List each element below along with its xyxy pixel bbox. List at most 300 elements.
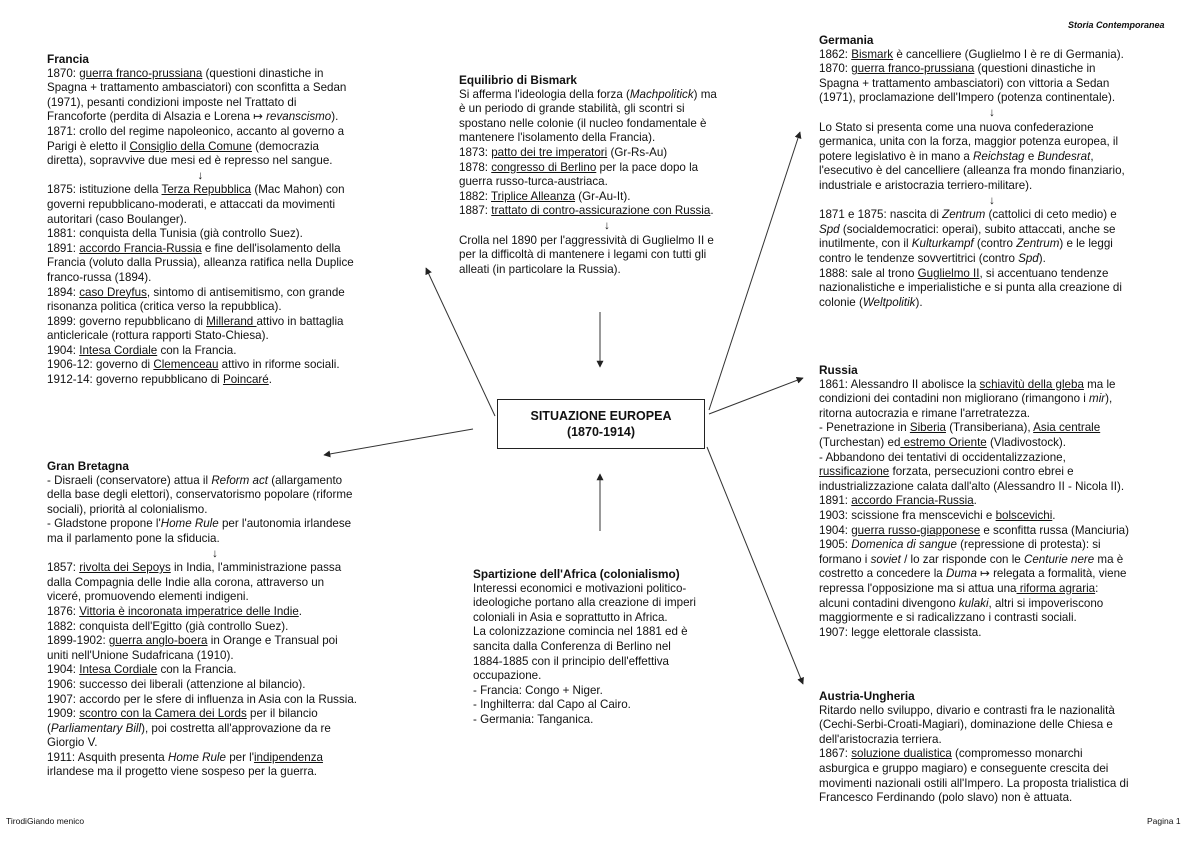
text-fragment: e fine dell'isolamento della [201, 241, 341, 255]
text-fragment: 1904: [47, 343, 80, 357]
text-fragment: 1873: [459, 145, 492, 159]
text-fragment: (Turchestan) ed [819, 435, 901, 449]
text-fragment: . [1052, 508, 1056, 522]
text-line [47, 649, 383, 664]
text-fragment: - Disraeli (conservatore) attua il [47, 473, 212, 487]
italic-term: Parliamentary Bill [50, 721, 142, 735]
underlined-term: congresso di Berlino [491, 160, 597, 174]
text-line [47, 765, 383, 780]
text-line [819, 237, 1165, 252]
text-line [819, 281, 1165, 296]
text-line [473, 625, 696, 640]
text-line [819, 762, 1129, 777]
text-line [819, 791, 1129, 806]
text-fragment: (cattolici di ceto medio) e [985, 208, 1117, 222]
underlined-term: Clemenceau [153, 358, 219, 372]
underlined-term: Triplice Alleanza [491, 189, 576, 203]
text-fragment: in Orange e Transual poi [207, 634, 338, 648]
text-fragment: 1904: [819, 523, 852, 537]
section-title: Russia [819, 363, 858, 377]
text-line [473, 596, 696, 611]
underlined-term: Bismark [851, 47, 894, 61]
underlined-term: soluzione dualistica [851, 747, 952, 761]
text-fragment: 1904: [47, 663, 80, 677]
down-arrow-icon: ↓ [604, 218, 610, 232]
underlined-term: guerra franco-prussiana [851, 62, 975, 76]
text-line [819, 194, 1165, 209]
text-fragment: 1912-14: governo repubblicano di [47, 373, 223, 387]
text-line [819, 626, 1129, 641]
text-line [819, 407, 1129, 422]
text-line [473, 684, 696, 699]
text-fragment: germanica, unita con la forza, maggior potenza europea, il [819, 135, 1119, 149]
text-fragment: . [298, 604, 303, 618]
italic-term: Home Rule [167, 750, 226, 764]
underlined-term: guerra russo-giapponese [851, 523, 981, 537]
underlined-term: Poincaré [222, 373, 269, 387]
text-line [819, 392, 1129, 407]
text-fragment: 1887: [459, 204, 492, 218]
text-fragment: ma è [1094, 552, 1124, 566]
text-fragment: forzata, persecuzioni contro ebrei e [889, 465, 1074, 479]
footer-author: TirodiGiando menico [6, 816, 85, 826]
italic-term: Home Rule [160, 517, 219, 531]
text-line [47, 736, 383, 751]
text-line [47, 256, 354, 271]
section-body [47, 67, 354, 388]
text-line [819, 296, 1165, 311]
central-topic-period: (1870-1914) [566, 425, 636, 439]
text-fragment: 1905: [819, 538, 852, 552]
text-line [459, 175, 755, 190]
text-line [47, 590, 383, 605]
text-fragment: per l'autonomia irlandese [218, 517, 352, 531]
text-fragment: ( [47, 721, 51, 735]
text-line [47, 329, 354, 344]
italic-term: Domenica di sangue [851, 538, 957, 552]
underlined-term: scontro con la Camera dei Lords [79, 707, 247, 721]
text-fragment: 1862: [819, 47, 852, 61]
underlined-term: caso Dreyfus [79, 285, 147, 299]
section-title: Austria-Ungheria [819, 689, 915, 703]
text-line [459, 117, 755, 132]
text-fragment: occupazione. [473, 669, 542, 683]
text-line [473, 611, 696, 626]
text-fragment: coloniali in Asia e soprattutto in Africa. [473, 610, 668, 624]
central-topic-title: SITUAZIONE EUROPEA [530, 409, 672, 423]
text-line [819, 451, 1129, 466]
section-body [819, 704, 1129, 806]
italic-term: kulaki [958, 596, 989, 610]
text-line [819, 150, 1165, 165]
text-fragment: ma il parlamento pone la sfiducia. [47, 531, 220, 545]
arrow-to-francia [426, 268, 495, 416]
text-fragment: attivo in battaglia [256, 314, 344, 328]
text-line [47, 605, 383, 620]
text-fragment: con la Francia. [157, 663, 237, 677]
text-line [819, 567, 1129, 582]
text-fragment: (allargamento [268, 473, 343, 487]
underlined-term: accordo Francia-Russia [79, 241, 202, 255]
text-fragment: mantenere l'isolamento della Francia). [459, 131, 656, 145]
text-fragment: condizioni dei contadini non migliorano (rimangono i [819, 392, 1090, 406]
text-fragment: risonanza politica (critica verso la repubblica). [47, 300, 282, 314]
text-fragment: sociali), priorità al colonialismo. [47, 502, 208, 516]
text-line [819, 121, 1165, 136]
text-fragment: 1911: Asquith presenta [47, 750, 168, 764]
text-line [819, 494, 1129, 509]
text-line [473, 669, 696, 684]
text-fragment: ma le [1083, 377, 1116, 391]
italic-term: Kulturkampf [911, 237, 974, 251]
text-fragment: 1906-12: governo di [47, 358, 154, 372]
text-line [819, 164, 1165, 179]
text-fragment: è un periodo di grande stabilità, gli scontri si [459, 102, 685, 116]
italic-term: revanscismo [266, 110, 332, 124]
text-fragment: ), poi costretta all'approvazione da re [141, 721, 331, 735]
underlined-term: schiavitù della gleba [979, 377, 1084, 391]
down-arrow-icon: ↓ [197, 168, 204, 182]
text-fragment: guerra russo-turca-austriaca. [459, 175, 608, 189]
section-title: Francia [47, 52, 89, 66]
text-fragment: formano i [819, 552, 871, 566]
text-fragment: diretta), sopravvive due mesi ed è represso nel sangue. [47, 154, 333, 168]
text-fragment: - Gladstone propone l' [47, 517, 161, 531]
text-fragment: industriale e aristocrazia terriero-militare). [819, 178, 1033, 192]
underlined-term: indipendenza [253, 750, 323, 764]
text-line [819, 106, 1165, 121]
text-fragment: ) ma [693, 87, 717, 101]
arrow-to-austria [707, 447, 803, 684]
text-fragment: 1899-1902: [47, 634, 109, 648]
text-fragment: (Cechi-Serbi-Croati-Magiari), dominazione delle Chiesa e [819, 718, 1113, 732]
text-line [819, 91, 1165, 106]
text-line [819, 252, 1165, 267]
text-fragment: per il bilancio [246, 707, 318, 721]
text-line [819, 465, 1129, 480]
section-title: Germania [819, 33, 874, 47]
text-fragment: potere legislativo è in mano a [819, 149, 974, 163]
text-fragment: 1907: accordo per le sfere di influenza in Asia con la Russia. [47, 692, 357, 706]
text-line [819, 62, 1165, 77]
text-fragment: 1871 e 1875: nascita di [819, 208, 943, 222]
text-line [819, 421, 1129, 436]
text-line [819, 223, 1165, 238]
text-fragment: (contro [973, 237, 1017, 251]
header-title: Storia Contemporanea [1068, 20, 1165, 30]
text-fragment: 1870: [47, 66, 80, 80]
text-line [819, 538, 1129, 553]
text-fragment: Spagna + trattamento ambasciatori) con vittoria a Sedan [819, 76, 1110, 90]
text-line [819, 378, 1129, 393]
text-fragment: ritorna autocrazia e rimane l'arretratezza. [819, 406, 1030, 420]
italic-term: soviet [870, 552, 901, 566]
section-body [473, 582, 696, 728]
section-bismark [459, 73, 755, 277]
text-fragment: ), [1105, 392, 1113, 406]
text-fragment: ) e le leggi [1059, 237, 1113, 251]
text-fragment: 1870: [819, 62, 852, 76]
underlined-term: estremo Oriente [900, 435, 987, 449]
text-fragment: (democrazia [251, 139, 319, 153]
text-line [47, 169, 354, 184]
text-line [47, 576, 383, 591]
text-fragment: irlandese ma il progetto viene sospeso per la guerra. [47, 765, 318, 779]
text-fragment: - Penetrazione in [819, 421, 910, 435]
text-fragment: Lo Stato si presenta come una nuova confederazione [819, 120, 1094, 134]
text-fragment: industrializzazione calata dall'alto (Alessandro II - Nicola II). [819, 479, 1125, 493]
text-line [47, 532, 383, 547]
text-fragment: con la Francia. [157, 343, 237, 357]
text-fragment: viceré, promuovendo elementi indigeni. [47, 590, 249, 604]
text-fragment: 1894: [47, 285, 80, 299]
text-line [459, 190, 755, 205]
text-line [819, 733, 1129, 748]
text-fragment: Crolla nel 1890 per l'aggressività di Guglielmo II e [459, 233, 714, 247]
text-fragment: 1884-1885 con il principio dell'effettiva [473, 654, 670, 668]
text-fragment: / lo zar risponde con le [900, 552, 1024, 566]
text-line [47, 286, 354, 301]
text-fragment: 1875: istituzione della [47, 183, 162, 197]
text-fragment: . [973, 494, 977, 508]
text-fragment: dalla Compagnia delle Indie alla corona, attraverso un [47, 575, 325, 589]
section-title: Spartizione dell'Africa (colonialismo) [473, 567, 680, 581]
underlined-term: rivolta dei Sepoys [79, 561, 171, 575]
section-africa [473, 567, 696, 728]
text-fragment: (Gr-Rs-Au) [607, 145, 668, 159]
text-line [47, 315, 354, 330]
text-fragment: della base degli elettori), conservatorismo popolare (riforme [47, 488, 353, 502]
text-fragment: per l' [225, 750, 254, 764]
section-body [819, 48, 1165, 311]
italic-term: Zentrum [942, 208, 986, 222]
text-line [459, 88, 755, 103]
text-line [47, 373, 354, 388]
text-fragment: Giorgio V. [47, 736, 98, 750]
underlined-term: patto dei tre imperatori [491, 145, 608, 159]
text-fragment: ). [915, 295, 923, 309]
underlined-term: Intesa Cordiale [79, 663, 158, 677]
text-fragment: 1903: scissione fra menscevichi e [819, 508, 996, 522]
text-line [459, 131, 755, 146]
text-fragment: contro le tendenze sovvertitrici (contro [819, 251, 1019, 265]
text-fragment: - Germania: Tanganica. [473, 712, 594, 726]
text-line [47, 722, 383, 737]
text-fragment: (1971), proclamazione dell'Impero (potenza continentale). [819, 91, 1116, 105]
down-arrow-icon: ↓ [989, 193, 995, 207]
text-fragment: Francoforte (perdita di Alsazia e Lorena ↦ [47, 110, 267, 124]
underlined-term: Intesa Cordiale [79, 343, 158, 357]
text-fragment: . [268, 373, 272, 387]
arrow-to-russia [709, 378, 803, 414]
underlined-term: accordo Francia-Russia [851, 494, 974, 508]
down-arrow-icon: ↓ [989, 105, 995, 119]
text-fragment: franco-russa (1894). [47, 270, 152, 284]
section-body [819, 378, 1129, 641]
text-line [819, 208, 1165, 223]
down-arrow-icon: ↓ [212, 546, 218, 560]
text-line [459, 204, 755, 219]
text-fragment: La colonizzazione comincia nel 1881 ed è [473, 625, 688, 639]
text-fragment: ). [1038, 251, 1046, 265]
text-fragment: nazionalistiche e imperialistiche e si punta alla creazione di [819, 281, 1122, 295]
text-fragment: e [1024, 149, 1038, 163]
section-russia [819, 363, 1129, 640]
text-line [819, 48, 1165, 63]
italic-term: mir [1089, 392, 1106, 406]
text-line [47, 663, 383, 678]
text-line [819, 582, 1129, 597]
text-fragment: Francia (voluto dalla Prussia), alleanza ratifica nella Duplice [47, 256, 354, 270]
text-fragment: colonie ( [819, 295, 863, 309]
text-fragment: (Mac Mahon) con [251, 183, 345, 197]
text-line [819, 524, 1129, 539]
text-line [47, 198, 354, 213]
text-line [459, 263, 755, 278]
text-fragment: per la difficoltà di mantenere i legami con tutti gli [459, 248, 707, 262]
text-line [47, 140, 354, 155]
text-fragment: (repressione di protesta): si [956, 538, 1101, 552]
italic-term: Machpolitick [629, 87, 694, 101]
text-fragment: 1909: [47, 707, 80, 721]
text-fragment: 1878: [459, 160, 492, 174]
text-line [47, 358, 354, 373]
text-line [459, 234, 755, 249]
text-fragment: 1857: [47, 561, 80, 575]
text-line [47, 474, 383, 489]
italic-term: Zentrum [1016, 237, 1060, 251]
text-fragment: , si accentuano tendenze [979, 266, 1109, 280]
text-fragment: 1871: crollo del regime napoleonico, accanto al governo a [47, 124, 345, 138]
text-line [473, 640, 696, 655]
text-fragment: ). [331, 110, 339, 124]
text-fragment: movimenti nazionali ostili all'Impero. La proposta trialistica di [819, 776, 1129, 790]
text-fragment: (questioni dinastiche in [202, 66, 324, 80]
text-line [459, 161, 755, 176]
text-line [819, 135, 1165, 150]
text-fragment: maggiormente e si radicalizzano i contrasti sociali. [819, 611, 1077, 625]
text-fragment: uniti nell'Unione Sudafricana (1910). [47, 648, 234, 662]
text-fragment: 1876: [47, 604, 80, 618]
underlined-term: Siberia [909, 421, 946, 435]
text-fragment: asburgica e gruppo magiaro) e conseguente crescita dei [819, 761, 1109, 775]
text-line [459, 146, 755, 161]
text-fragment: governi repubblicano-moderati, e attaccati da movimenti [47, 197, 336, 211]
section-title: Gran Bretagna [47, 459, 129, 473]
section-germania [819, 33, 1165, 310]
text-line [47, 751, 383, 766]
text-fragment: (compromesso monarchi [951, 747, 1083, 761]
underlined-term: russificazione [819, 465, 890, 479]
text-fragment: l'esecutivo è del cancelliere (alleanza fra mondo finanziario, [819, 164, 1125, 178]
text-line [47, 561, 383, 576]
text-fragment: ideologiche portano alla creazione di imperi [473, 596, 696, 610]
text-fragment: Parigi è eletto il [47, 139, 130, 153]
text-fragment: (Transiberiana), [945, 421, 1034, 435]
text-fragment: 1882: [459, 189, 492, 203]
text-fragment: repressa l'opposizione ma si attua una [819, 581, 1017, 595]
text-line [819, 553, 1129, 568]
arrow-to-gran-bretagna [324, 429, 473, 455]
text-line [47, 620, 383, 635]
text-line [47, 634, 383, 649]
text-line [819, 747, 1129, 762]
text-fragment: 1891: [47, 241, 80, 255]
text-line [47, 488, 383, 503]
text-fragment: spostano nelle colonie (il nucleo fondamentale è [459, 116, 707, 130]
section-title: Equilibrio di Bismark [459, 73, 577, 87]
text-fragment: in India, l'amministrazione passa [170, 561, 342, 575]
text-line [459, 248, 755, 263]
text-fragment: alcuni contadini divengono [819, 596, 959, 610]
text-line [47, 96, 354, 111]
text-line [819, 777, 1129, 792]
text-line [47, 227, 354, 242]
text-fragment: (Gr-Au-It). [575, 189, 631, 203]
text-fragment: : [1095, 581, 1099, 595]
section-gran-bretagna [47, 459, 383, 780]
section-body [459, 88, 755, 278]
text-line [459, 102, 755, 117]
text-line [47, 213, 354, 228]
italic-term: Reichstag [973, 149, 1025, 163]
text-line [459, 219, 755, 234]
text-fragment: 1861: Alessandro II abolisce la [819, 377, 980, 391]
italic-term: Duma [945, 567, 977, 581]
text-line [47, 693, 383, 708]
text-line [47, 678, 383, 693]
italic-term: Reform act [211, 473, 269, 487]
text-line [47, 503, 383, 518]
text-fragment: attivo in riforme sociali. [218, 358, 340, 372]
underlined-term: Consiglio della Comune [129, 139, 252, 153]
text-line [819, 179, 1165, 194]
italic-term: Bundesrat [1037, 149, 1091, 163]
text-fragment: ↦ relegata a formalità, viene [976, 567, 1127, 581]
text-line [47, 271, 354, 286]
text-line [819, 436, 1129, 451]
text-fragment: inutilmente, con il [819, 237, 912, 251]
text-fragment: - Abbandono dei tentativi di occidentalizzazione, [819, 450, 1066, 464]
underlined-term: Asia centrale [1033, 421, 1101, 435]
text-line [47, 344, 354, 359]
text-fragment: è cancelliere (Guglielmo I è re di Germania). [893, 47, 1124, 61]
text-line [47, 154, 354, 169]
central-topic-box [497, 399, 705, 449]
text-line [819, 480, 1129, 495]
underlined-term: Millerand [206, 314, 257, 328]
underlined-term: Vittoria è incoronata imperatrice delle Indie [79, 604, 299, 618]
text-fragment: Spagna + trattamento ambasciatori) con sconfitta a Sedan [47, 81, 347, 95]
underlined-term: Terza Repubblica [161, 183, 252, 197]
text-fragment: 1907: legge elettorale classista. [819, 625, 982, 639]
section-francia [47, 52, 354, 388]
text-fragment: (socialdemocratici: operai), subito attaccati, anche se [839, 222, 1116, 236]
text-fragment: alleati (in particolare la Russia). [459, 262, 621, 276]
text-fragment: sancita dalla Conferenza di Berlino nel [473, 639, 671, 653]
text-fragment: anticlericale (rottura rapporti Stato-Chiesa). [47, 329, 269, 343]
text-line [819, 77, 1165, 92]
text-line [47, 183, 354, 198]
footer-page: Pagina 1 [1147, 816, 1181, 826]
text-line [47, 517, 383, 532]
text-line [47, 110, 354, 125]
text-line [473, 713, 696, 728]
text-fragment: . [710, 204, 714, 218]
text-fragment: - Inghilterra: dal Capo al Cairo. [473, 698, 631, 712]
text-line [819, 509, 1129, 524]
underlined-term: Guglielmo II [917, 266, 980, 280]
